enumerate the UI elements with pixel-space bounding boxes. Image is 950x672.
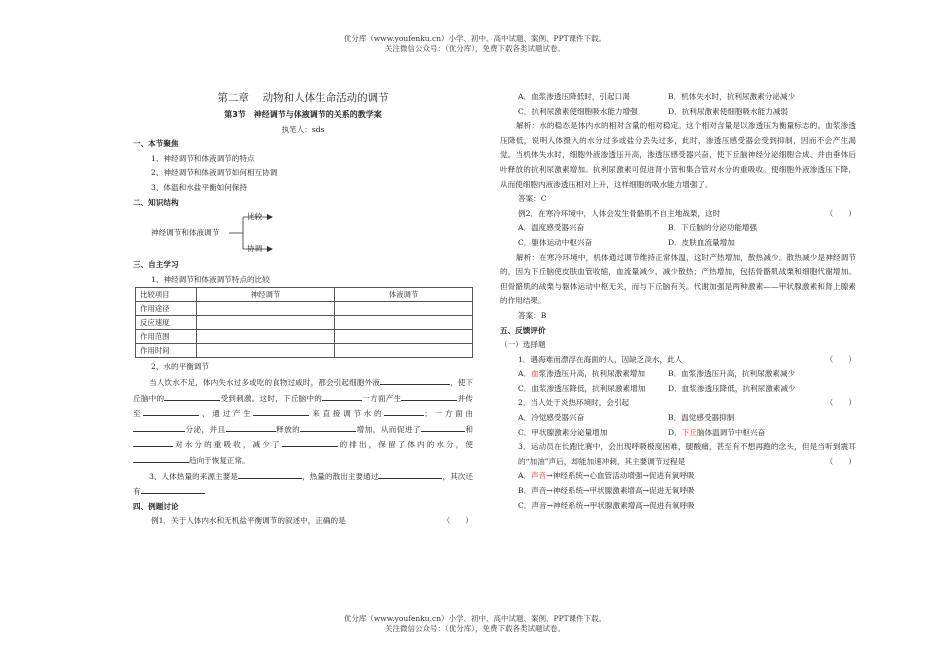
section-5-heading: 五、反馈评价 [500,325,546,335]
fill-blank[interactable] [443,422,465,432]
answer-bracket[interactable]: （ ） [825,398,856,408]
focus-item-2: 2、神经调节和体液调节如何相互协调 [151,168,278,178]
water-text: 当人饮水不足，体内失水过多或吃的食物过咸时，都会引起细胞外液 [149,377,380,387]
example-1-analysis: 解析：水的稳态是体内水的相对含量的相对稳定。这个相对含量是以渗透压为衡量标志的。血浆渗透压降低，说明人体摄入的水分过多或盐分丢失过多，此时，渗透压感受器会受到抑制，因而不会产生渴觉。当机体失水时，细胞外液渗透压升高，渗透压感受器兴奋，使下丘脑神经分泌细胞合成、并由垂体后叶释放的抗利尿激素增加。抗利尿激素可促进肾小管和集合管对水分的重吸收。使细胞外液渗透压下降，从而使细胞内液渗透压相对上升，这样细胞的吸水能力增强了。 [500,121,856,189]
table-header-cell: 体液调节 [335,288,473,302]
diagram-top-label: 比较 [247,212,263,222]
knowledge-structure-diagram [151,212,473,256]
example-2-options-row-1 [500,221,856,236]
table-header-row [136,288,473,302]
footer-line-1: 优分库（www.youfenku.cn）小学、初中、高中试题、案例、PPT课件下载。 [343,614,607,623]
page-footer [0,614,950,634]
option-d[interactable]: D．下丘脑体温调节中枢兴奋 [668,427,766,437]
option-a[interactable]: A．血浆渗透压降低时，引起口渴 [518,92,630,101]
water-text: 和 [464,424,474,434]
question-1-options-row-1 [500,367,856,382]
heat-text: ，其次还有 [133,471,474,497]
fill-blank[interactable] [384,406,424,416]
comparison-table [135,287,473,358]
water-text: ，使下丘脑中的 [133,377,473,403]
left-column [133,90,473,529]
section-title: 第3节 神经调节与体液调节的关系的教学案 [224,110,382,119]
table-cell[interactable] [197,302,335,316]
option-a[interactable]: A．血浆渗透压升高，抗利尿激素增加 [518,369,645,379]
fill-blank[interactable] [322,391,362,401]
fill-blank[interactable] [253,406,309,416]
question-1 [500,353,856,368]
water-balance-paragraph [133,375,473,469]
option-c[interactable]: C．抗利尿激素使细胞吸水能力增强 [518,106,638,116]
water-text: 分泌，并且 [185,424,226,434]
example-2-options-row-2 [500,236,856,251]
section-2-heading: 二、知识结构 [133,197,179,207]
table-cell[interactable] [335,316,473,330]
option-b[interactable]: B．温觉感受器抑制 [668,413,735,423]
option-c[interactable]: C．躯体运动中枢兴奋 [518,237,593,247]
fill-blank[interactable] [421,422,443,432]
header-line-1: 优分库（www.youfenku.cn）小学、初中、高中试题、案例、PPT课件下载。 [343,34,607,43]
question-1-options-row-2 [500,382,856,397]
example-1-options-row-2 [500,105,856,120]
header-line-2: 关注微信公众号：（优分库），免费下载各类试题试卷。 [385,44,565,53]
heat-text: 3、人体热量的来源主要是 [149,471,238,481]
table-cell[interactable] [335,344,473,358]
example-1-text: 例1．关于人体内水和无机盐平衡调节的叙述中，正确的是 [151,516,346,526]
option-a[interactable]: A．温度感受器兴奋 [518,223,585,233]
study-item-2: 2、水的平衡调节 [151,362,209,372]
heat-text: ，热量的散出主要通过 [301,471,379,481]
section-4-heading: 四、例题讨论 [133,501,179,511]
answer-bracket[interactable]: （ ） [825,208,856,218]
water-text: 释放的 [275,424,301,434]
option-c[interactable]: C．甲状腺激素分泌量增加 [518,427,608,437]
water-text: 并传至 [133,393,474,419]
heat-source-line [133,469,473,500]
fill-blank[interactable] [282,437,338,447]
answer-bracket[interactable]: （ ） [825,354,856,364]
table-header-cell: 神经调节 [197,288,335,302]
question-3-text: 3．运动员在长跑比赛中，会出现呼吸极度困难，腿酸痛，甚至有不想再跑的念头，但是当听到震耳的“加油”声后，却能加速冲刺，其主要调节过程是 [518,442,856,466]
example-2-answer: 答案：B [518,310,547,320]
table-row-label: 作用时间 [136,344,197,358]
study-item-1: 1、神经调节和体液调节特点的比较 [151,274,270,284]
water-text: ，通过产生 [199,409,254,419]
table-row-label: 作用范围 [136,330,197,344]
option-c[interactable]: C．血浆渗透压降低，抗利尿激素增加 [518,383,646,393]
water-text: 趋向于恢复正常。 [189,455,250,465]
focus-item-3: 3、体温和水盐平衡如何保持 [151,182,247,192]
example-2-question [500,207,856,222]
question-2 [500,396,856,411]
question-3-option-c[interactable]: C．声音→神经系统→甲状腺激素增高→促进有氧呼吸 [518,500,695,510]
option-b[interactable]: B．血浆渗透压升高，抗利尿激素减少 [668,369,796,379]
section-1-heading: 一、本节聚焦 [133,139,179,149]
example-2-text: 例2．在寒冷环境中，人体会发生骨骼肌不自主地战栗，这时 [518,208,721,218]
question-3-option-a[interactable]: A．声音→神经系统→心血管活动增强→促进有氧呼吸 [518,471,695,481]
fill-blank[interactable] [133,453,189,463]
option-b[interactable]: B．下丘脑的分泌功能增强 [668,223,758,233]
example-1-answer: 答案：C [518,194,547,204]
question-2-text: 2．当人处于炎热环境时，会引起 [518,398,630,408]
chapter-title: 第二章 动物和人体生命活动的调节 [217,92,389,104]
option-d[interactable]: D．抗利尿激素使细胞吸水能力减弱 [668,106,788,116]
fill-blank[interactable] [141,484,205,494]
diagram-bottom-label: 协调 [247,244,263,254]
fill-blank[interactable] [378,469,442,479]
water-text: 来直接调节水的 [309,409,385,419]
page-header [0,34,950,54]
focus-item-1: 1、神经调节和体液调节的特点 [151,153,255,163]
table-row-label: 作用途径 [136,302,197,316]
answer-bracket[interactable]: （ ） [442,516,473,526]
answer-bracket[interactable]: （ ） [825,456,856,466]
footer-line-2: 关注微信公众号：（优分库），免费下载各类试题试卷。 [385,624,565,633]
author-line: 执笔人：sds [281,124,325,134]
table-cell[interactable] [197,330,335,344]
fill-blank[interactable] [133,422,185,432]
diagram-root-label: 神经调节和体液调节 [151,228,220,238]
question-2-options-row-2 [500,426,856,441]
table-cell[interactable] [335,330,473,344]
table-header-cell: 比较项目 [136,288,197,302]
option-d[interactable]: D．血浆渗透压降低，抗利尿激素减少 [668,383,796,393]
option-d[interactable]: D．皮肤血流量增加 [668,237,735,247]
example-2-analysis: 解析：在寒冷环境中，机体通过调节维持正常体温，这时产热增加，散热减少。散热减少是神经调节的，因为下丘脑使皮肤血管收缩，血流量减少，减少散热；产热增加，包括骨骼肌战栗和细胞代谢增加。但骨骼肌的战栗与躯体运动中枢无关，而与下丘脑有关。代谢加强是两种激素——甲状腺激素和肾上腺素的作用结果。 [500,252,856,306]
water-text: 的排出，保留了体内的水分，使 [337,440,474,450]
table-row-label: 反应速度 [136,316,197,330]
table-row [136,330,473,344]
water-text: 一方面产生 [362,393,402,403]
question-3-option-b[interactable]: B．声音→神经系统→甲状腺激素增高→促进无氧呼吸 [518,486,695,496]
fill-blank[interactable] [300,422,356,432]
question-1-text: 1．遇海难而漂浮在海面的人，因缺乏淡水，此人 [518,354,683,364]
option-a[interactable]: A．冷觉感受器兴奋 [518,413,585,423]
example-1-question [133,514,473,529]
table-row [136,316,473,330]
fill-blank[interactable] [143,406,199,416]
water-text: 对水分的重吸收，减少了 [173,440,282,450]
fill-blank[interactable] [226,422,276,432]
water-text: ；一方面由 [424,409,474,419]
fill-blank[interactable] [238,469,302,479]
water-text: 受到刺激。这时，下丘脑中的 [220,393,323,403]
choice-subheading: （一）选择题 [500,340,546,350]
question-3 [500,440,856,469]
table-row [136,302,473,316]
fill-blank[interactable] [380,375,450,385]
section-3-heading: 三、自主学习 [133,260,179,270]
table-row [136,344,473,358]
table-cell[interactable] [197,316,335,330]
fill-blank[interactable] [401,391,457,401]
right-column [500,90,856,513]
table-cell[interactable] [197,344,335,358]
option-b[interactable]: B．机体失水时，抗利尿激素分泌减少 [668,92,796,101]
fill-blank[interactable] [164,391,220,401]
table-cell[interactable] [335,302,473,316]
water-text: 增加，从而促进了 [356,424,421,434]
question-2-options-row-1 [500,411,856,426]
example-1-options-row-1 [500,90,856,105]
fill-blank[interactable] [133,437,173,447]
